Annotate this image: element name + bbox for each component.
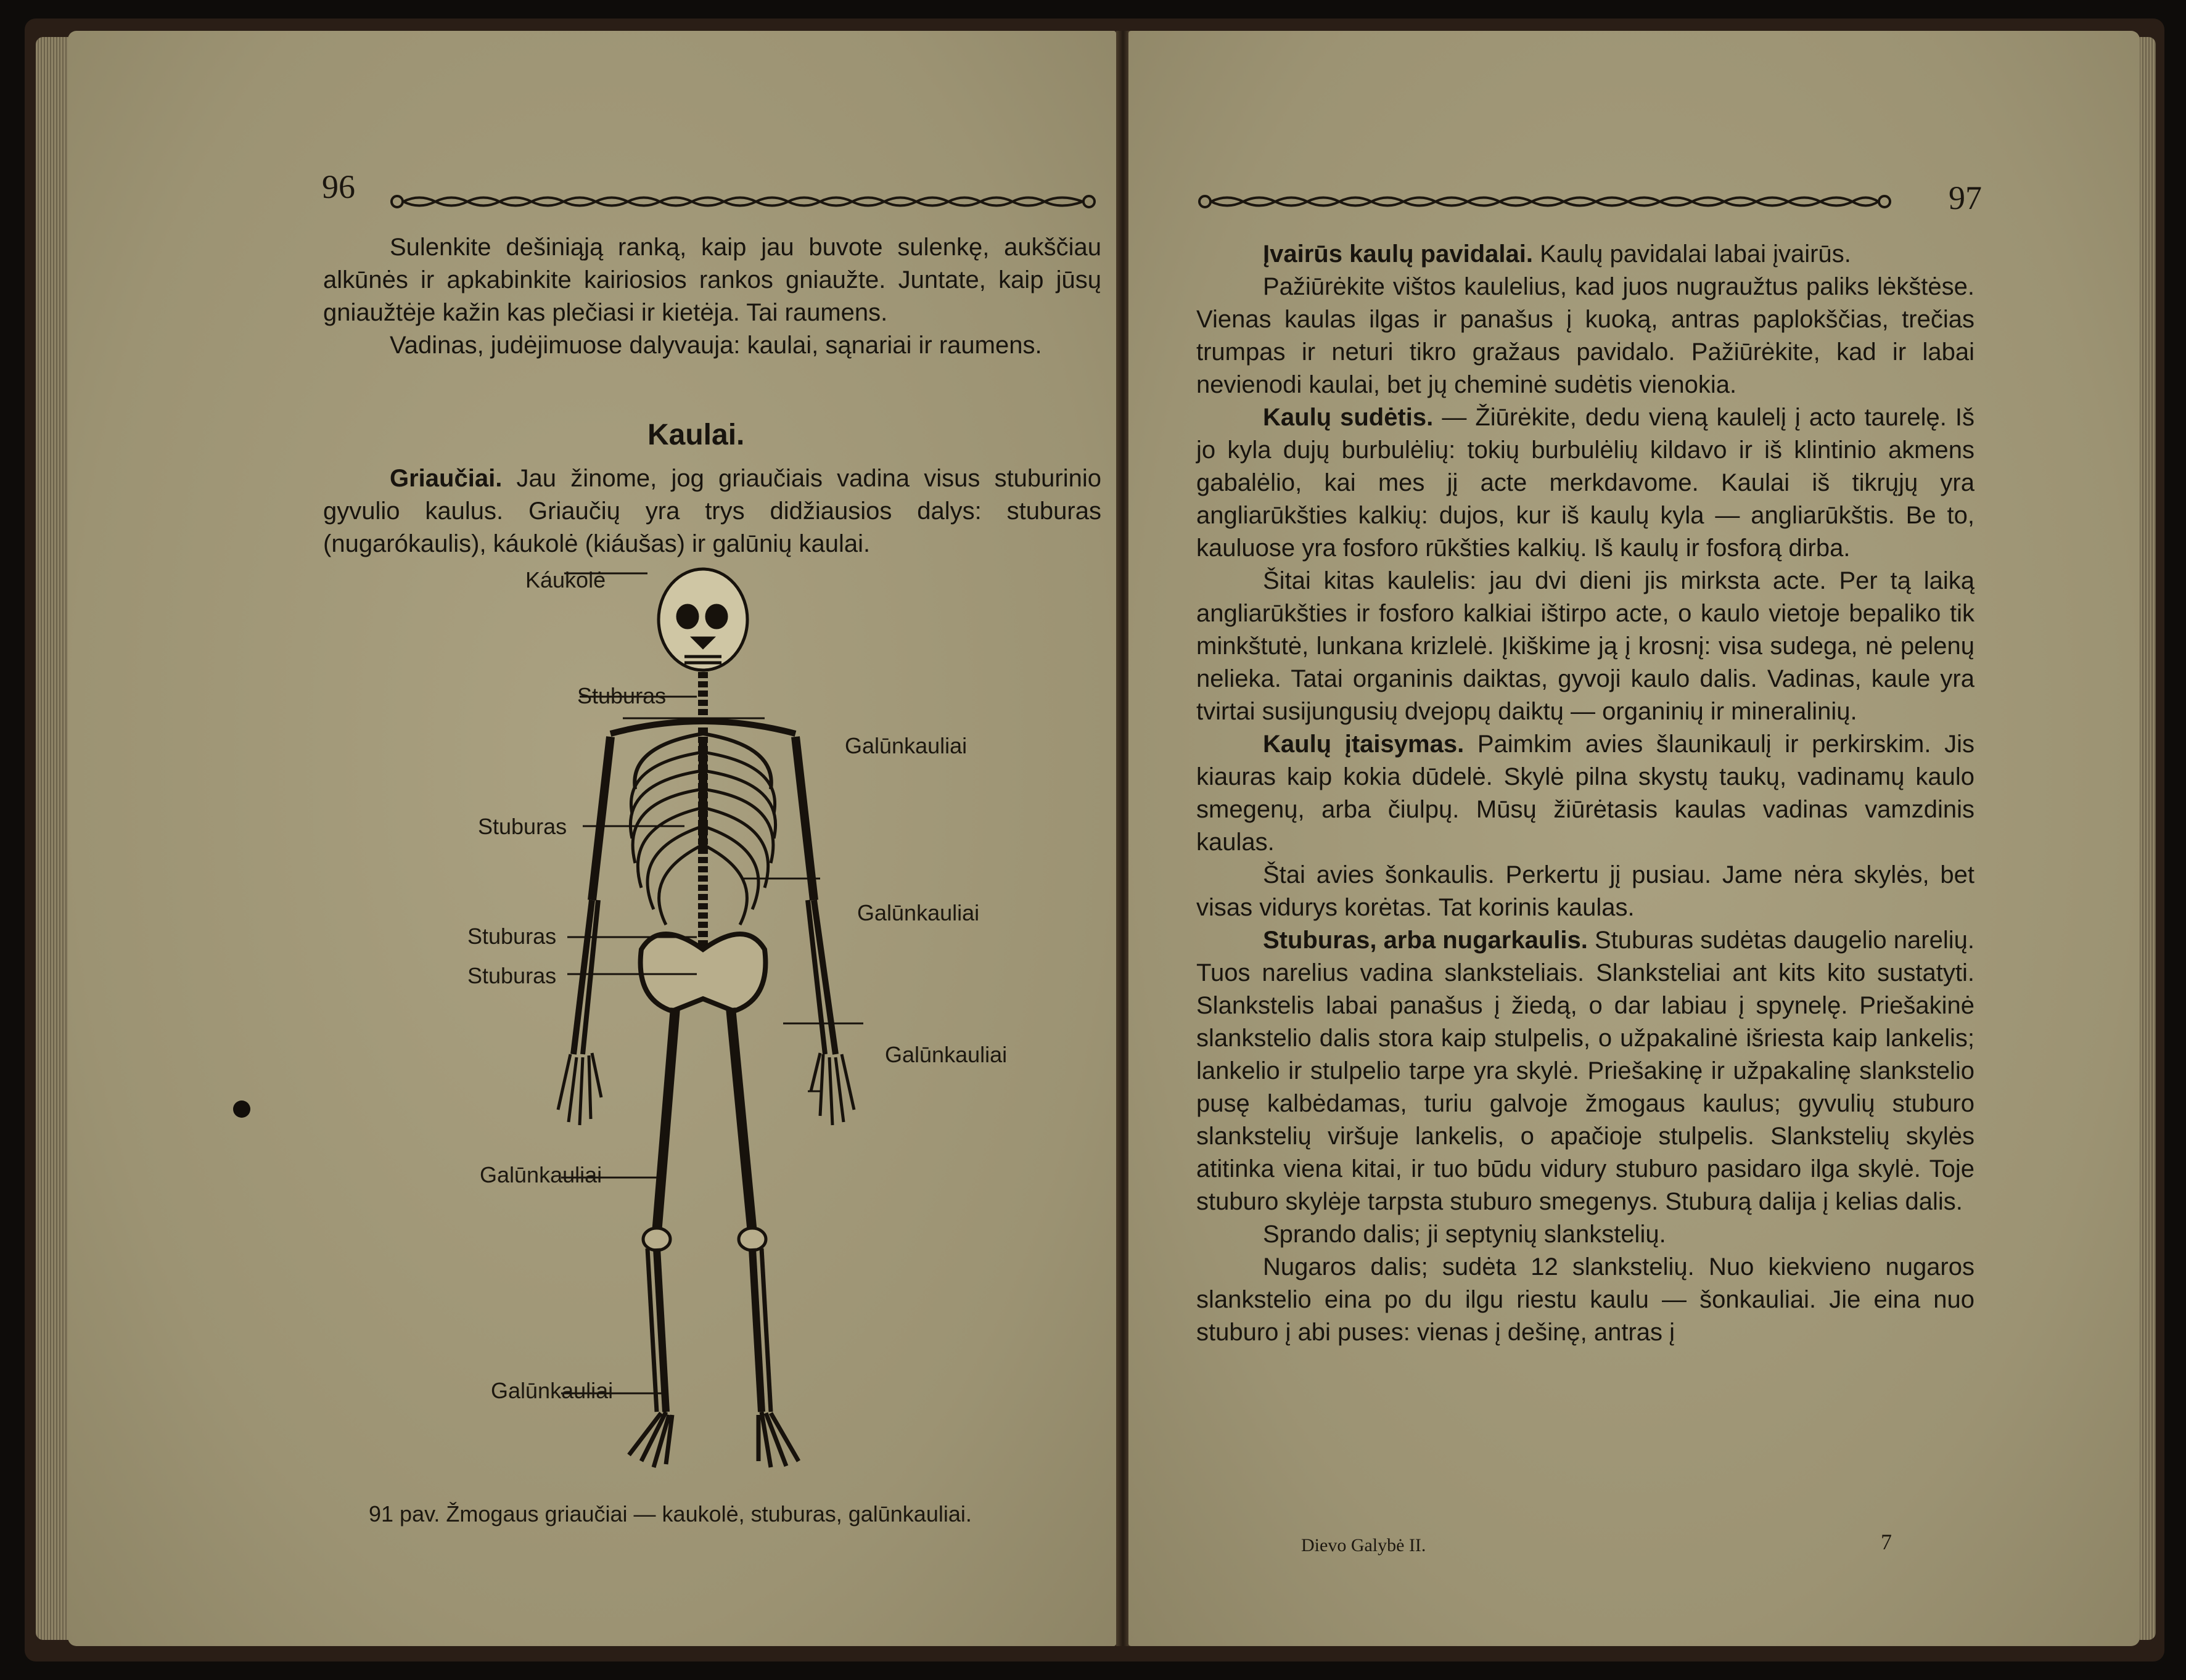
label-kaukole: Káukolė — [525, 567, 606, 592]
intro-text — [323, 231, 1101, 362]
label-galunkauliai: Galūnkauliai — [491, 1378, 614, 1403]
label-galunkauliai: Galūnkauliai — [480, 1162, 602, 1187]
paragraph: Vadinas, judėjimuose dalyvauja: kaulai, sąnariai ir raumens. — [390, 332, 1042, 359]
page-number: 97 — [1949, 179, 1982, 216]
bold-term: Įvairūs kaulų pavidalai. — [1263, 240, 1533, 268]
label-galunkauliai: Galūnkauliai — [885, 1042, 1008, 1067]
paragraph: Štai avies šonkaulis. Perkertu jį pusiau. Jame nėra skylės, bet visas vidurys korėtas. Tat korinis kaulas. — [1196, 861, 1974, 921]
left-page — [68, 31, 1116, 1646]
signature-mark: 7 — [1881, 1530, 1892, 1554]
right-page — [1128, 31, 2140, 1646]
paragraph-text: Jau žinome, jog griaučiais vadina visus stuburinio gyvulio kaulus. Griaučių yra trys didžiausios dalys: stuburas (nugarókaulis), káukolė (kiáušas) ir galūnių kaulai. — [323, 465, 1101, 557]
label-stuburas: Stuburas — [478, 814, 567, 839]
paragraph: Sulenkite dešiniąją ranką, kaip jau buvote sulenkę, aukščiau alkūnės ir apkabinkite kairiosios rankos gniaužte. Juntate, kaip jūsų gniaužtėje kažin kas plečiasi ir kietėja. Tai raumens. — [323, 234, 1101, 326]
ornament-rule — [388, 192, 1098, 211]
label-stuburas: Stuburas — [467, 924, 557, 949]
body-text — [1196, 238, 1974, 1349]
griauciai-paragraph — [323, 462, 1101, 560]
ink-spot — [233, 1100, 250, 1118]
bold-term: Stuburas, arba nugarkaulis. — [1263, 927, 1588, 954]
figure-caption: 91 pav. Žmogaus griaučiai — kaukolė, stuburas, galūnkauliai. — [369, 1501, 972, 1526]
section-heading: Kaulai. — [647, 419, 745, 451]
footer-title: Dievo Galybė II. — [1301, 1535, 1426, 1555]
bold-term: Griaučiai. — [390, 465, 503, 492]
page-edges-left — [36, 37, 69, 1640]
label-stuburas: Stuburas — [577, 683, 667, 708]
bold-term: Kaulų įtaisymas. — [1263, 731, 1465, 758]
paragraph-text: Kaulų pavidalai labai įvairūs. — [1540, 240, 1851, 268]
paragraph-text: Stuburas sudėtas daugelio narelių. Tuos narelius vadina slanksteliais. Slanksteliai ant kits kito sustatyti. Slankstelis labai panašus į žiedą, o dar labiau į spynelę. Priešakinė slankstelio dalis stora kaip stulpelis, o užpakalinė išriesta kaip lankelis; lankelio ir stulpelio tarpe yra skylė. Priešakinę ir užpakalinę slankstelio pusę kalbėdamas, turiu galvoje žmogaus kaulus; gyvulių stuburo slankstelių viršuje lankelis, o apačioje stulpelis. Slankstelių skylės atitinka viena kitai, ir tuo būdu vidury stuburo pasidaro ilga skylė. Toje stuburo skylėje tarpsta stuburo smegenys. Stuburą dalija į kelias dalis. — [1196, 927, 1974, 1215]
gutter — [1116, 31, 1130, 1646]
paragraph-text: Paimkim avies šlaunikaulį ir perkirskim. Jis kiauras kaip kokia dūdelė. Skylė pilna skystų taukų, vadinamų kaulo smegenų, arba čiulpų. Mūsų žiūrėtasis kaulas vadinas vamzdinis kaulas. — [1196, 731, 1974, 856]
paragraph: Nugaros dalis; sudėta 12 slankstelių. Nuo kiekvieno nugaros slankstelio eina po du ilgu riestu kaulu — šonkauliai. Jie eina nuo stuburo į abi puses: vienas į dešinę, antras į — [1196, 1253, 1974, 1346]
label-galunkauliai: Galūnkauliai — [845, 733, 968, 758]
book — [25, 18, 2164, 1662]
label-galunkauliai: Galūnkauliai — [857, 900, 980, 925]
paragraph-text: — Žiūrėkite, dedu vieną kaulelį į acto taurelę. Iš jo kyla dujų burbulėlių: tokių burbulėlių kildavo ir iš klintinio akmens gabalėlio, kai mes jį acte merkdavome. Kaulai iš tikrųjų yra angliarūkšties kalkių: dujos, kur iš kaulų kyla — angliarūkštis. Be to, kauluose yra fosforo rūkšties kalkių. Iš kaulų ir fosforą dirba. — [1196, 404, 1974, 562]
paragraph: Šitai kitas kaulelis: jau dvi dieni jis mirksta acte. Per tą laiką angliarūkšties ir fosforo kalkiai ištirpo acte, o kaulo vietoje bepaliko tik minkštutė, lunkana krizlelė. Įkiškime ją į krosnį: visa sudega, nė pelenų nelieka. Tatai organinis daiktas, gyvoji kaulo dalis. Vadinas, kaule yra tvirtai susijungusių dvejopų daiktų — organinių ir mineralinių. — [1196, 567, 1974, 725]
paragraph: Pažiūrėkite vištos kaulelius, kad juos nugraužtus paliks lėkštėse. Vienas kaulas ilgas ir panašus į kuoką, antras paplokščias, trečias trumpas ir neturi tikro gražaus pavidalo. Pažiūrėkite, kad ir labai nevienodi kaulai, bet jų cheminė sudėtis vienokia. — [1196, 273, 1974, 398]
label-stuburas: Stuburas — [467, 963, 557, 988]
bold-term: Kaulų sudėtis. — [1263, 404, 1434, 431]
ornament-rule — [1196, 192, 1893, 211]
skeleton-illustration — [499, 555, 968, 1498]
page-number: 96 — [322, 168, 355, 205]
paragraph: Sprando dalis; ji septynių slankstelių. — [1263, 1221, 1666, 1248]
